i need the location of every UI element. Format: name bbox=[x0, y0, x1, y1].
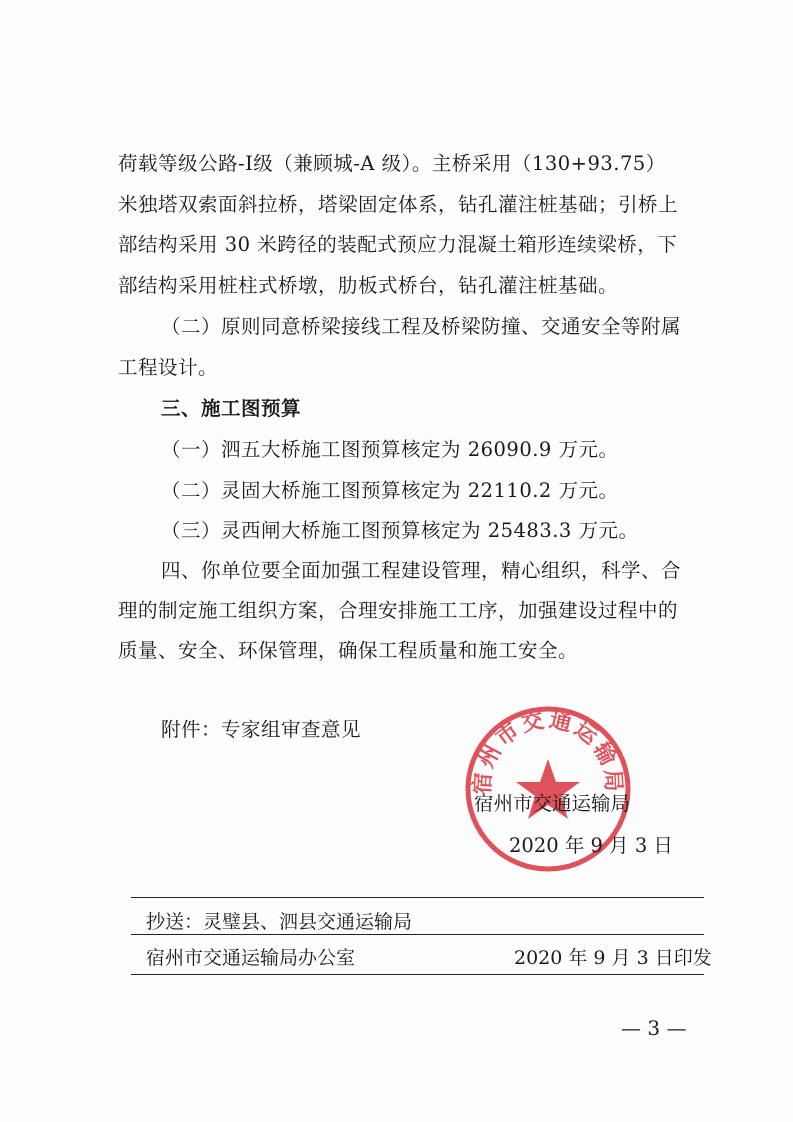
divider bbox=[131, 974, 704, 975]
print-date: 2020 年 9 月 3 日印发 bbox=[514, 947, 712, 969]
budget-item: （二）灵固大桥施工图预算核定为 22110.2 万元。 bbox=[161, 479, 619, 502]
cc-line: 抄送：灵璧县、泗县交通运输局 bbox=[146, 911, 413, 933]
page-number: — 3 — bbox=[621, 1016, 687, 1040]
budget-item: （三）灵西闸大桥施工图预算核定为 25483.3 万元。 bbox=[161, 519, 639, 542]
body-line: 理的制定施工组织方案，合理安排施工工序，加强建设过程中的 bbox=[118, 599, 679, 622]
divider bbox=[131, 934, 704, 935]
body-line: 四、你单位要全面加强工程建设管理，精心组织，科学、合 bbox=[161, 559, 682, 582]
body-line: 质量、安全、环保管理，确保工程质量和施工安全。 bbox=[118, 639, 579, 662]
body-line: 工程设计。 bbox=[118, 356, 219, 379]
signing-date: 2020 年 9 月 3 日 bbox=[509, 834, 673, 857]
body-line: 部结构采用 30 米跨径的装配式预应力混凝土箱形连续梁桥，下 bbox=[118, 233, 678, 256]
issuing-office: 宿州市交通运输局办公室 bbox=[146, 947, 356, 969]
body-line: 米独塔双索面斜拉桥，塔梁固定体系，钻孔灌注桩基础；引桥上 bbox=[118, 193, 679, 216]
seal-text: 宿州市交通运输局 bbox=[469, 706, 627, 796]
divider bbox=[131, 897, 704, 898]
body-line: （二）原则同意桥梁接线工程及桥梁防撞、交通安全等附属 bbox=[161, 315, 682, 338]
budget-item: （一）泗五大桥施工图预算核定为 26090.9 万元。 bbox=[161, 438, 619, 461]
signing-organization: 宿州市交通运输局 bbox=[474, 792, 631, 815]
attachment-note: 附件：专家组审查意见 bbox=[161, 718, 362, 741]
body-line: 荷载等级公路-Ⅰ级（兼顾城-A 级）。主桥采用（130+93.75） bbox=[118, 152, 666, 175]
body-line: 部结构采用桩柱式桥墩，肋板式桥台，钻孔灌注桩基础。 bbox=[118, 274, 619, 297]
section-heading: 三、施工图预算 bbox=[161, 397, 302, 420]
